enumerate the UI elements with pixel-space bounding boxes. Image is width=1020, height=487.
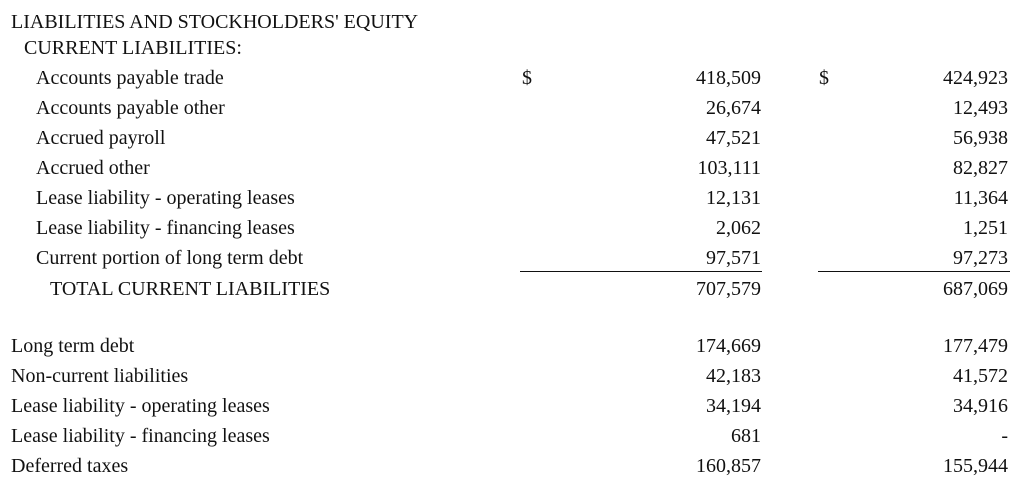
amount-col1: 103,111	[697, 157, 761, 179]
amount-col1: 174,669	[696, 335, 761, 357]
amount-col1: 2,062	[716, 217, 761, 239]
amount-col1: 26,674	[706, 97, 761, 119]
amount-col1: 681	[731, 425, 761, 447]
line-item-label: Current portion of long term debt	[36, 247, 304, 269]
amount-col1: 34,194	[706, 395, 761, 417]
amount-col1: 418,509	[696, 67, 761, 89]
line-item-row	[0, 243, 1020, 273]
line-item-label: Lease liability - financing leases	[11, 425, 270, 447]
line-item-row	[0, 123, 1020, 153]
amount-col2: 12,493	[953, 97, 1008, 119]
line-item-row	[0, 331, 1020, 361]
line-item-row	[0, 153, 1020, 183]
amount-col2: 177,479	[943, 335, 1008, 357]
amount-col2: 11,364	[953, 187, 1008, 209]
amount-col2: 41,572	[953, 365, 1008, 387]
line-item-label: Lease liability - financing leases	[36, 217, 295, 239]
total-current-row	[0, 274, 1020, 304]
amount-col1: 42,183	[706, 365, 761, 387]
amount-col2: 97,273	[953, 247, 1008, 269]
amount-col1: 47,521	[706, 127, 761, 149]
total-current-label: TOTAL CURRENT LIABILITIES	[50, 278, 331, 300]
amount-col1: 97,571	[706, 247, 761, 269]
line-item-label: Lease liability - operating leases	[11, 395, 270, 417]
line-item-label: Lease liability - operating leases	[36, 187, 295, 209]
line-item-label: Accounts payable trade	[36, 67, 224, 89]
amount-col2: 155,944	[943, 455, 1008, 477]
total-current-col2: 687,069	[943, 278, 1008, 300]
line-item-label: Deferred taxes	[11, 455, 129, 477]
amount-col2: -	[1001, 425, 1008, 447]
subtotal-rule-col1	[520, 271, 762, 272]
amount-col2: 56,938	[953, 127, 1008, 149]
line-item-label: Accrued other	[36, 157, 150, 179]
line-item-label: Accrued payroll	[36, 127, 166, 149]
amount-col2: 34,916	[953, 395, 1008, 417]
line-item-row	[0, 183, 1020, 213]
amount-col1: 12,131	[706, 187, 761, 209]
line-item-row	[0, 63, 1020, 93]
line-item-row	[0, 391, 1020, 421]
amount-col1: 160,857	[696, 455, 761, 477]
line-item-label: Long term debt	[11, 335, 135, 357]
currency-symbol: $	[522, 67, 532, 89]
line-item-row	[0, 361, 1020, 391]
amount-col2: 82,827	[953, 157, 1008, 179]
currency-symbol: $	[819, 67, 829, 89]
line-item-label: Accounts payable other	[36, 97, 225, 119]
total-current-col1: 707,579	[696, 278, 761, 300]
line-item-row	[0, 421, 1020, 451]
subtotal-rule-col2	[818, 271, 1010, 272]
amount-col2: 1,251	[963, 217, 1008, 239]
section-title: LIABILITIES AND STOCKHOLDERS' EQUITY	[11, 11, 419, 33]
subsection-title: CURRENT LIABILITIES:	[24, 37, 242, 59]
line-item-row	[0, 213, 1020, 243]
line-item-row	[0, 451, 1020, 481]
subsection-title-row	[0, 33, 1020, 63]
amount-col2: 424,923	[943, 67, 1008, 89]
line-item-row	[0, 93, 1020, 123]
line-item-label: Non-current liabilities	[11, 365, 189, 387]
